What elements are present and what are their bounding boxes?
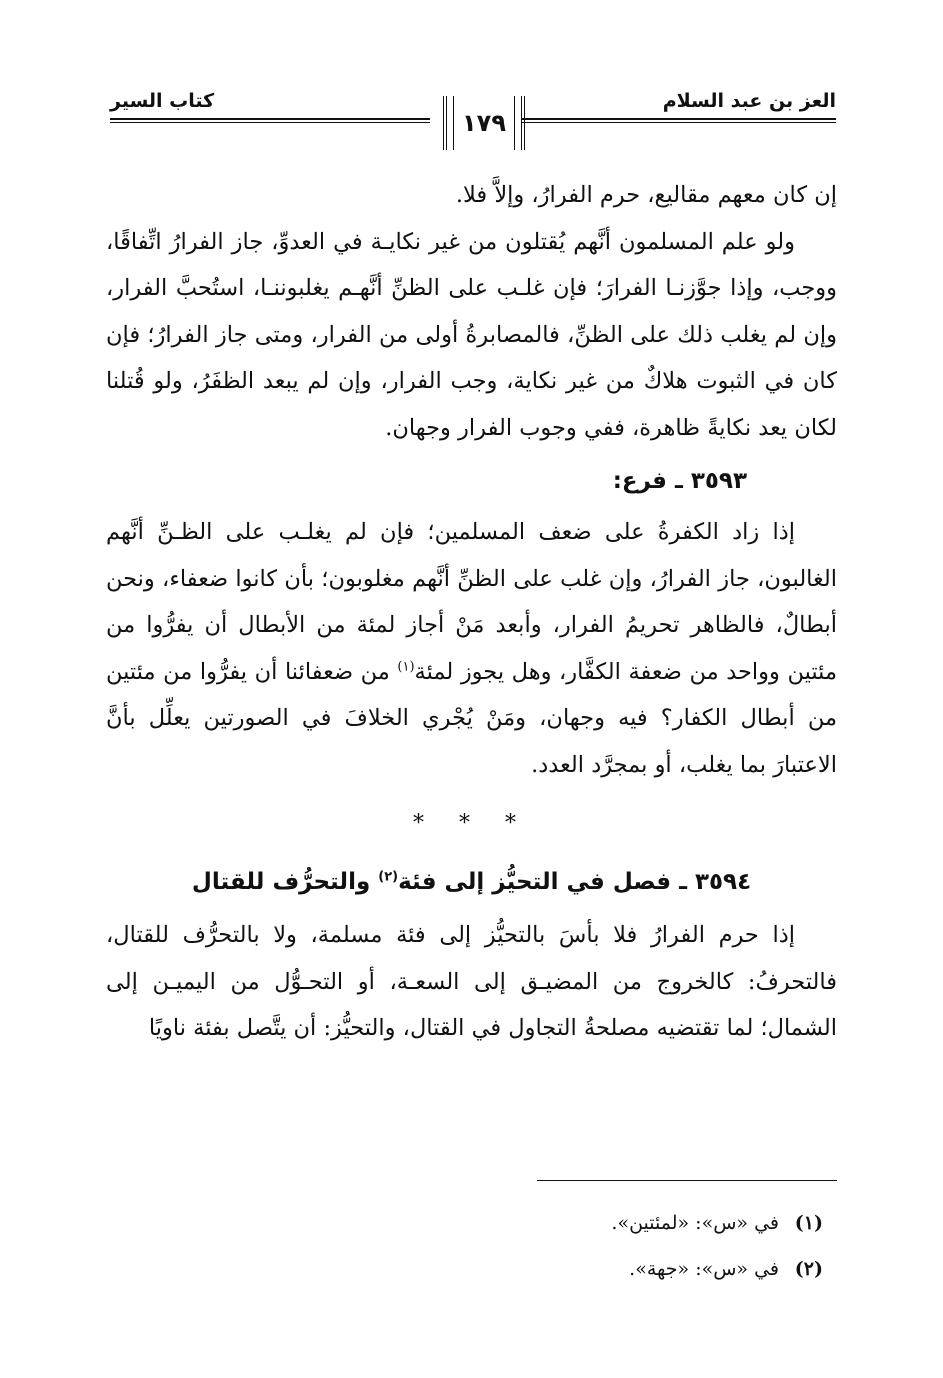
footnote-number: (١) <box>794 1212 823 1234</box>
main-text <box>106 172 837 1052</box>
footnote-2 <box>223 1246 823 1292</box>
footnote-number: (٢) <box>794 1258 823 1280</box>
header-author: العز بن عبد السلام <box>662 90 836 112</box>
paragraph-1: إن كان معهم مقاليع، حرم الفرارُ، وإلاَّ فلا. <box>455 182 837 208</box>
header-rule-left <box>110 118 430 123</box>
paragraph-3-part-1: إذا زاد الكفرةُ على ضعف المسلمين؛ فإن لم يغلـب على الظـنِّ أنَّهم الغالبون، جاز الفرارُ، وإن غلب على الظنِّ أنَّهم مغلوبون؛ بأن كانوا ضعفاء، ونحن أبطالٌ، فالظاهر تحريمُ الفرار، وأبعد مَنْ أجاز لمئة من الأبطال أن يفرُّوا من مئتين وواحد من ضعفة الكفَّار، وهل يجوز لمئة <box>106 519 838 685</box>
branch-heading: ٣٥٩٣ ـ فرع: <box>612 468 747 494</box>
paragraph-3 <box>106 509 837 788</box>
running-header <box>110 80 836 160</box>
page-number-frame <box>443 96 525 150</box>
footnote-text: في «س»: «لمئتين». <box>611 1212 779 1234</box>
section-heading-part-1: ٣٥٩٤ ـ فصل في التحيُّز إلى فئة <box>398 869 752 895</box>
paragraph-2: ولو علم المسلمون أنَّهم يُقتلون من غير نكايـة في العدوِّ، جاز الفرارُ اتِّفاقًا، ووجب، وإذا جوَّزنـا الفرارَ؛ فإن غلـب على الظنِّ أنَّهـم يغلبوننـا، استُحبَّ الفرار، وإن لم يغلب ذلك على الظنِّ، فالمصابرةُ أولى من الفرار، ومتى جاز الفرارُ؛ فإن كان في الثبوت هلاكٌ من غير نكاية، وجب الفرار، وإن لم يبعد الظفَرُ، ولو قُتلنا لكان يعد نكايةً ظاهرة، ففي وجوب الفرار وجهان. <box>106 228 837 441</box>
page-number: ١٧٩ <box>462 109 506 137</box>
paragraph-3-part-2: من ضعفائنا أن يفرُّوا من مئتين من أبطال الكفار؟ فيه وجهان، ومَنْ يُجْري الخلافَ في الصورتين يعلِّل بأنَّ الاعتبارَ بما يغلب، أو بمجرَّد العدد. <box>106 658 837 778</box>
footnote-rule <box>537 1180 837 1181</box>
footnote-1 <box>223 1200 823 1246</box>
footnote-ref-1: (١) <box>397 659 415 674</box>
footnote-text: في «س»: «جهة». <box>629 1258 779 1280</box>
header-rule-right <box>521 118 836 123</box>
section-heading-part-2: والتحرُّف للقتال <box>191 869 379 895</box>
section-heading <box>106 854 837 910</box>
footnotes <box>223 1200 823 1292</box>
header-book-title: كتاب السير <box>110 90 215 112</box>
section-separator: * * * <box>413 811 530 836</box>
footnote-ref-2: (٢) <box>378 869 399 885</box>
paragraph-4: إذا حرم الفرارُ فلا بأسَ بالتحيُّز إلى فئة مسلمة، ولا بالتحرُّف للقتال، فالتحرفُ: كالخروج من المضيـق إلى السعـة، أو التحـوُّل من اليميـن إلى الشمال؛ لما تقتضيه مصلحةُ التجاول في القتال، والتحيُّز: أن يتَّصل بفئة ناويًا <box>106 922 837 1041</box>
